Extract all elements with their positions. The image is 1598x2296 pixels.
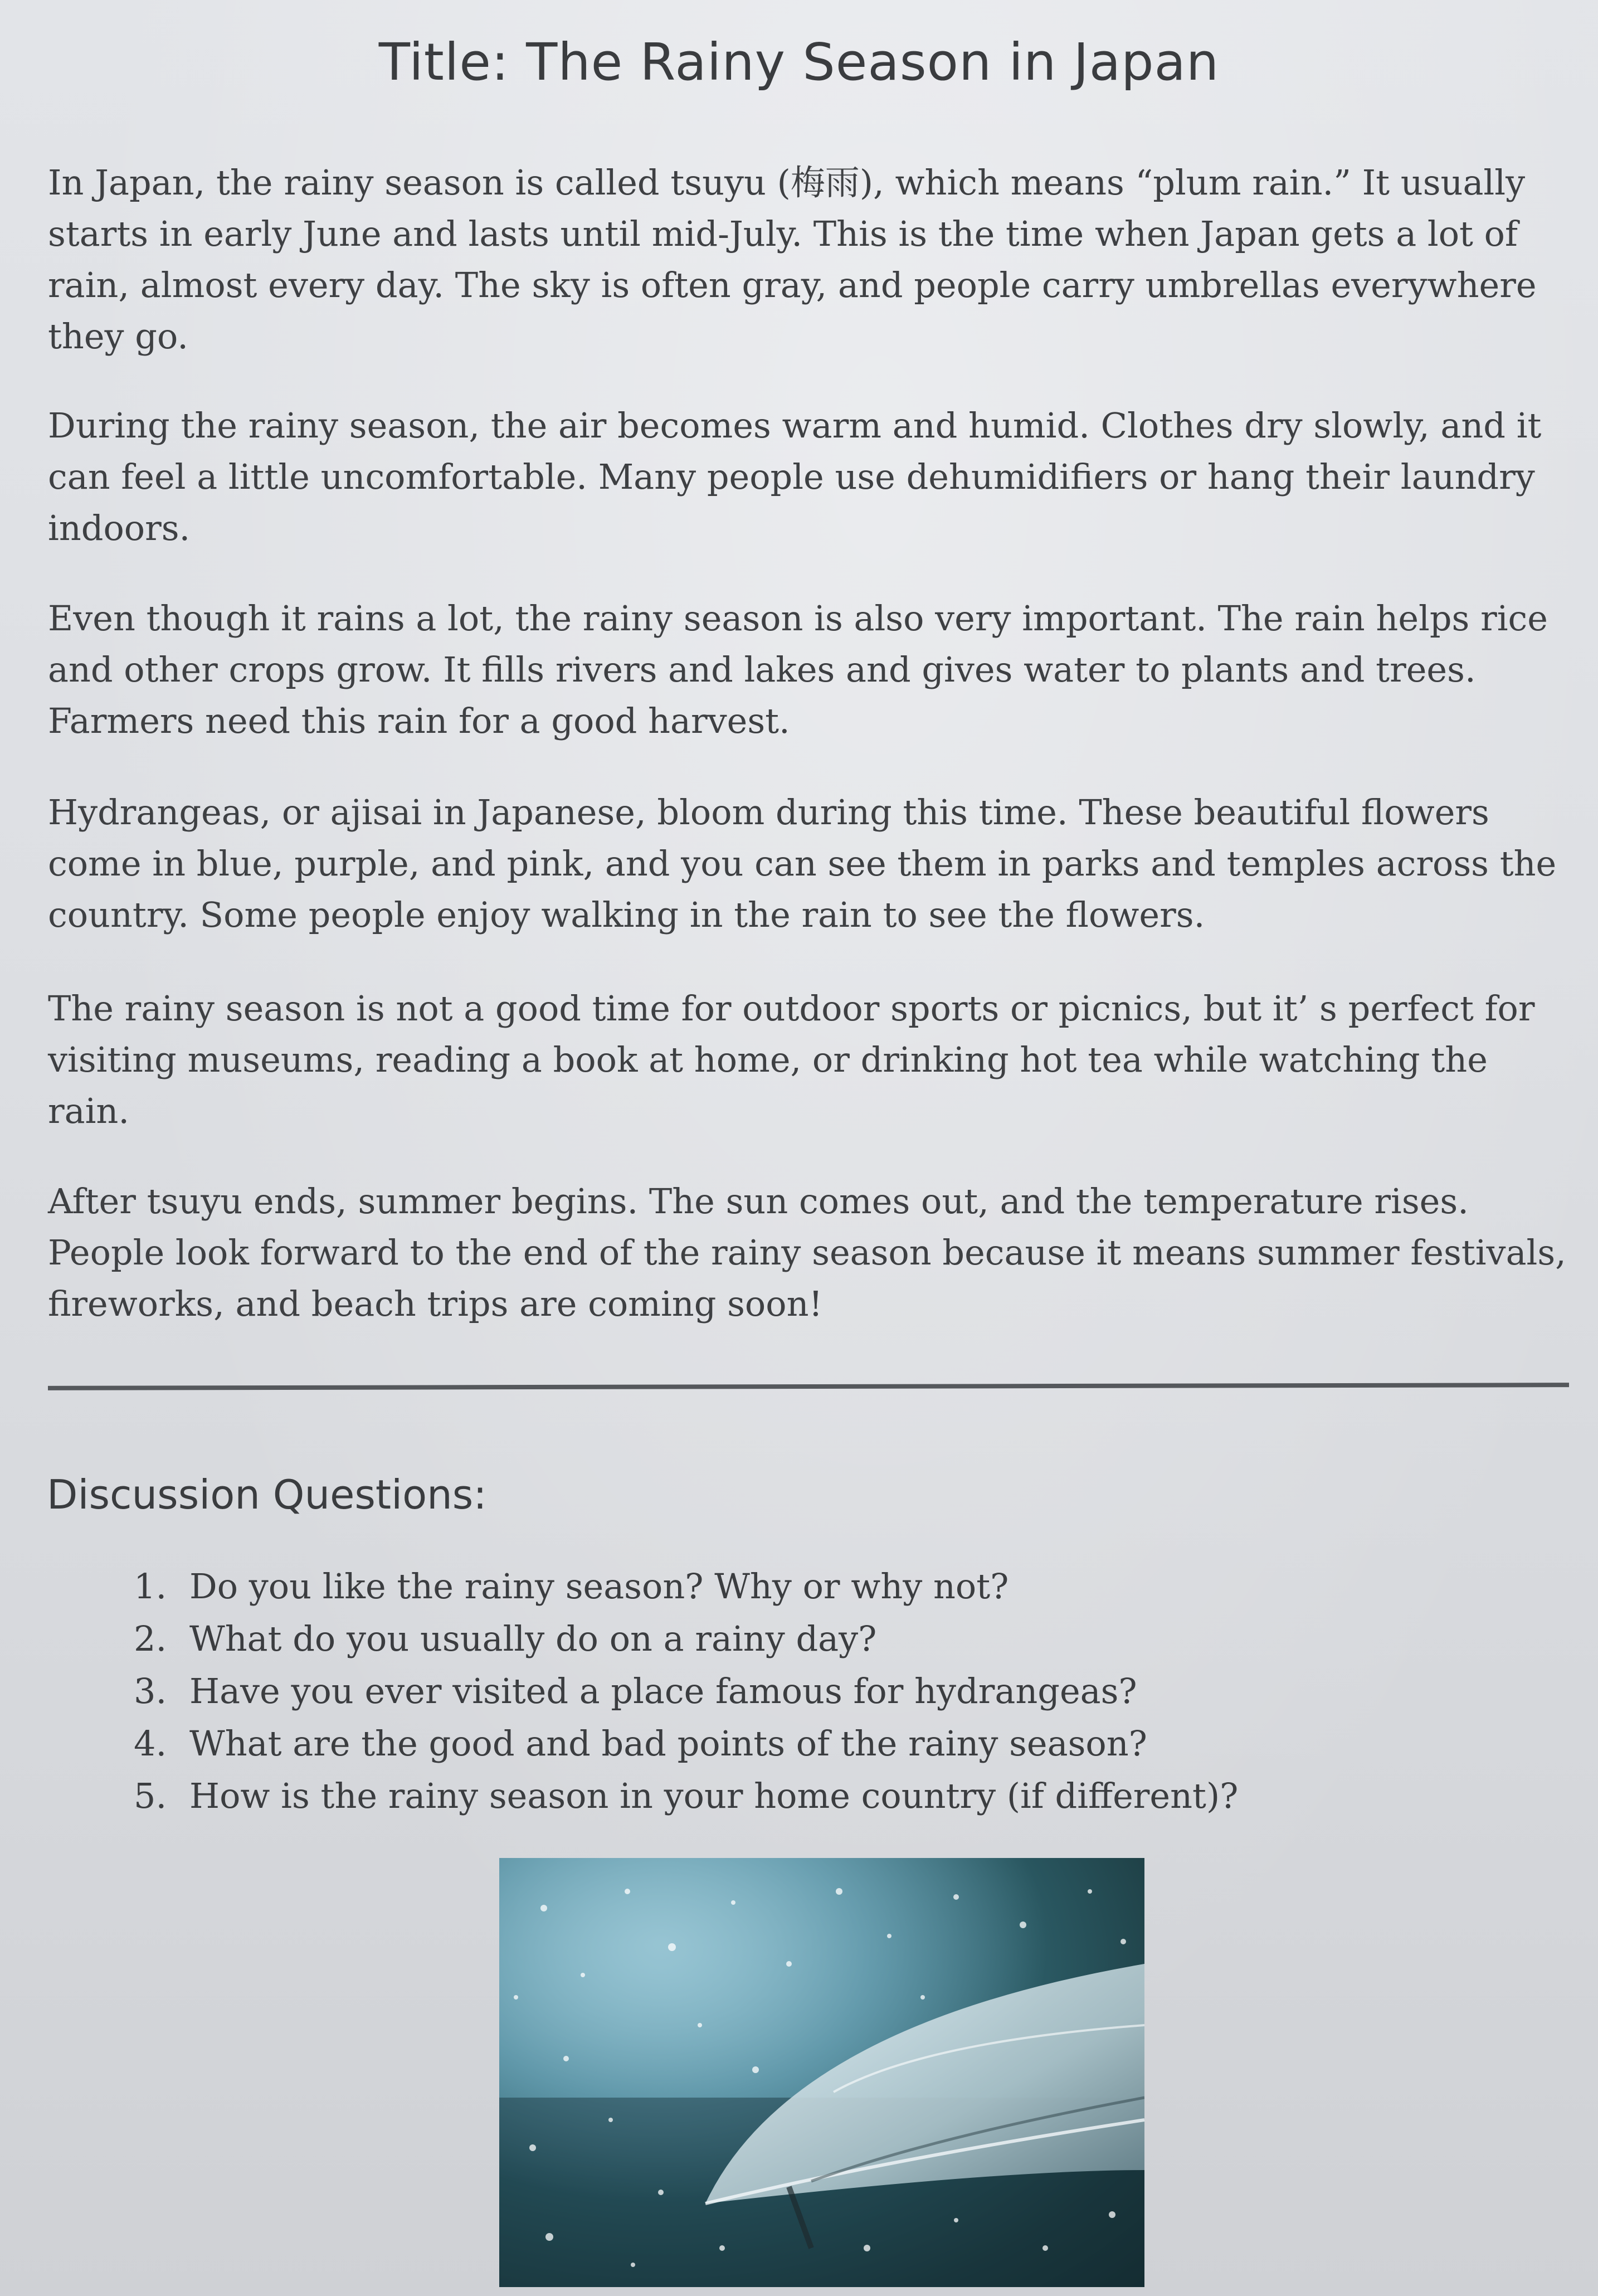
question-number: 5. bbox=[134, 1775, 167, 1816]
paragraph-3: Even though it rains a lot, the rainy season is also very important. The rain helps rice and other crops grow. It fills rivers and lakes and gives water to plants and trees. Farmers need this rain for a good harvest. bbox=[48, 598, 1548, 741]
discussion-question bbox=[134, 1613, 1471, 1665]
question-text: Do you like the rainy season? Why or why not? bbox=[189, 1566, 1009, 1607]
paragraph-6: After tsuyu ends, summer begins. The sun comes out, and the temperature rises. People look forward to the end of the rainy season because it means summer festivals, fireworks, and beach trips are coming soon! bbox=[48, 1181, 1566, 1324]
question-number: 4. bbox=[134, 1723, 167, 1764]
question-number: 2. bbox=[134, 1618, 167, 1659]
discussion-question bbox=[134, 1718, 1471, 1770]
question-text: Have you ever visited a place famous for hydrangeas? bbox=[189, 1671, 1137, 1711]
umbrella-rain-photo bbox=[499, 1858, 1144, 2287]
discussion-heading: Discussion Questions: bbox=[47, 1471, 487, 1518]
discussion-question bbox=[134, 1770, 1471, 1822]
question-text: What are the good and bad points of the rainy season? bbox=[189, 1723, 1147, 1764]
page-title: Title: The Rainy Season in Japan bbox=[378, 32, 1220, 92]
discussion-question bbox=[134, 1665, 1471, 1718]
question-text: How is the rainy season in your home country (if different)? bbox=[189, 1775, 1239, 1816]
paragraph-2: During the rainy season, the air becomes warm and humid. Clothes dry slowly, and it can feel a little uncomfortable. Many people use dehumidifiers or hang their laundry indoors. bbox=[48, 405, 1542, 548]
discussion-question bbox=[134, 1560, 1471, 1613]
paragraph-4: Hydrangeas, or ajisai in Japanese, bloom during this time. These beautiful flowers come in blue, purple, and pink, and you can see them in parks and temples across the country. Some people enjoy walking in the rain to see the flowers. bbox=[48, 792, 1557, 935]
paragraph-5: The rainy season is not a good time for outdoor sports or picnics, but it’ s perfect for visiting museums, reading a book at home, or drinking hot tea while watching the rain. bbox=[48, 988, 1535, 1131]
section-divider bbox=[48, 1383, 1569, 1390]
question-number: 3. bbox=[134, 1671, 167, 1711]
paragraph-1: In Japan, the rainy season is called tsuyu (梅雨), which means “plum rain.” It usually starts in early June and lasts until mid-July. This is the time when Japan gets a lot of rain, almost every day. The sky is often gray, and people carry umbrellas everywhere they go. bbox=[48, 162, 1537, 357]
question-number: 1. bbox=[134, 1566, 167, 1607]
discussion-question-list bbox=[134, 1560, 1471, 1822]
umbrella-icon bbox=[499, 1858, 1144, 2287]
question-text: What do you usually do on a rainy day? bbox=[189, 1618, 877, 1659]
